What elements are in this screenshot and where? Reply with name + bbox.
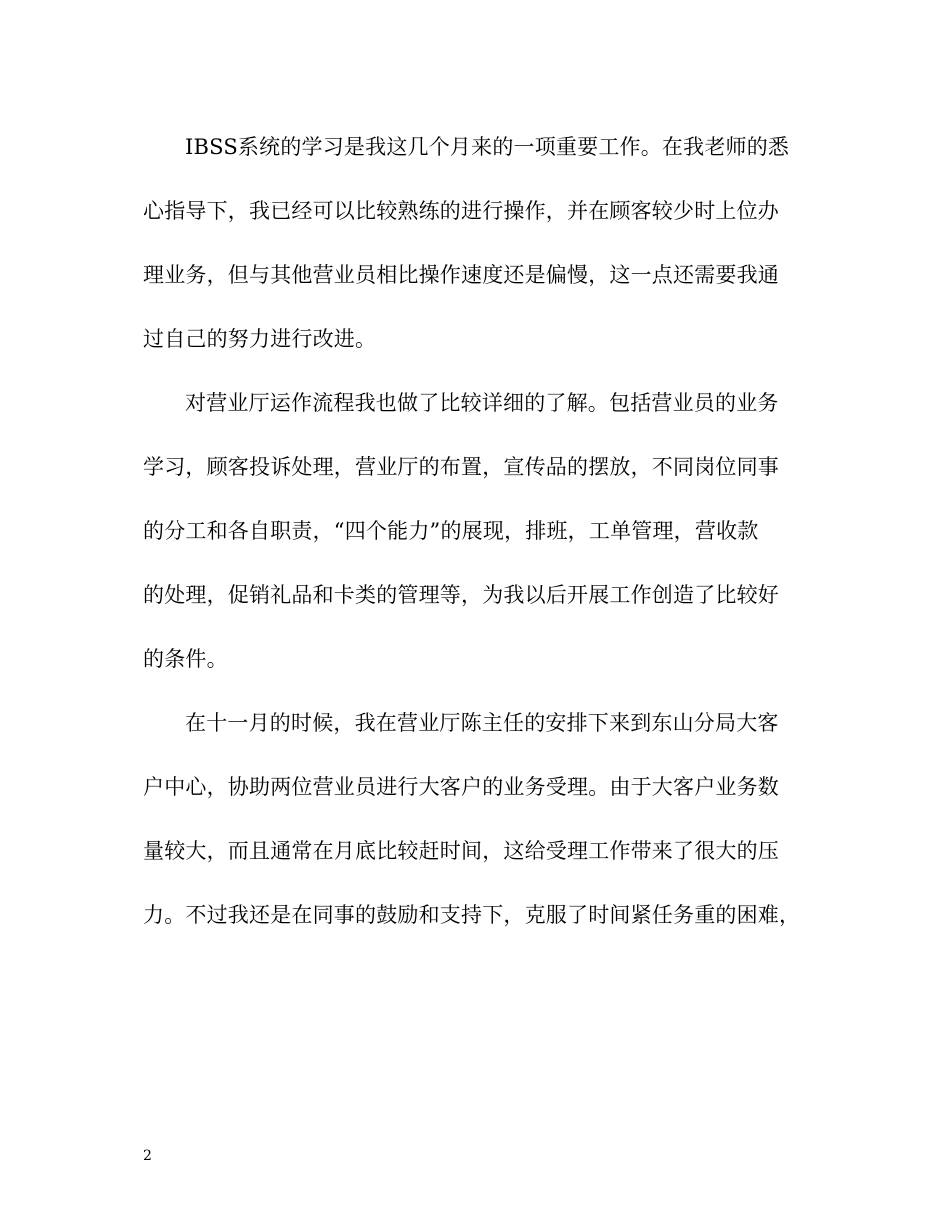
page-number: 2 (143, 1148, 152, 1164)
text-line-2: 心指导下，我已经可以比较熟练的进行操作，并在顾客较少时上位办 (143, 199, 779, 223)
text-line-6: 学习，顾客投诉处理，营业厅的布置，宣传品的摆放，不同岗位同事 (143, 455, 779, 479)
text-line-5: 对营业厅运作流程我也做了比较详细的了解。包括营业员的业务 (185, 391, 779, 415)
text-line-11: 户中心，协助两位营业员进行大客户的业务受理。由于大客户业务数 (143, 775, 779, 799)
text-line-9: 的条件。 (143, 647, 228, 671)
text-line-1: IBSS系统的学习是我这几个月来的一项重要工作。在我老师的悉 (185, 135, 790, 159)
text-line-4: 过自己的努力进行改进。 (143, 327, 377, 351)
text-line-7: 的分工和各自职责，“四个能力”的展现，排班，工单管理，营收款 (143, 519, 759, 543)
text-line-13: 力。不过我还是在同事的鼓励和支持下，克服了时间紧任务重的困难， (143, 903, 801, 927)
text-line-12: 量较大，而且通常在月底比较赶时间，这给受理工作带来了很大的压 (143, 839, 779, 863)
text-line-10: 在十一月的时候，我在营业厅陈主任的安排下来到东山分局大客 (185, 711, 779, 735)
body-text (143, 124, 803, 956)
text-line-3: 理业务，但与其他营业员相比操作速度还是偏慢，这一点还需要我通 (143, 263, 779, 287)
text-line-8: 的处理，促销礼品和卡类的管理等，为我以后开展工作创造了比较好 (143, 583, 779, 607)
